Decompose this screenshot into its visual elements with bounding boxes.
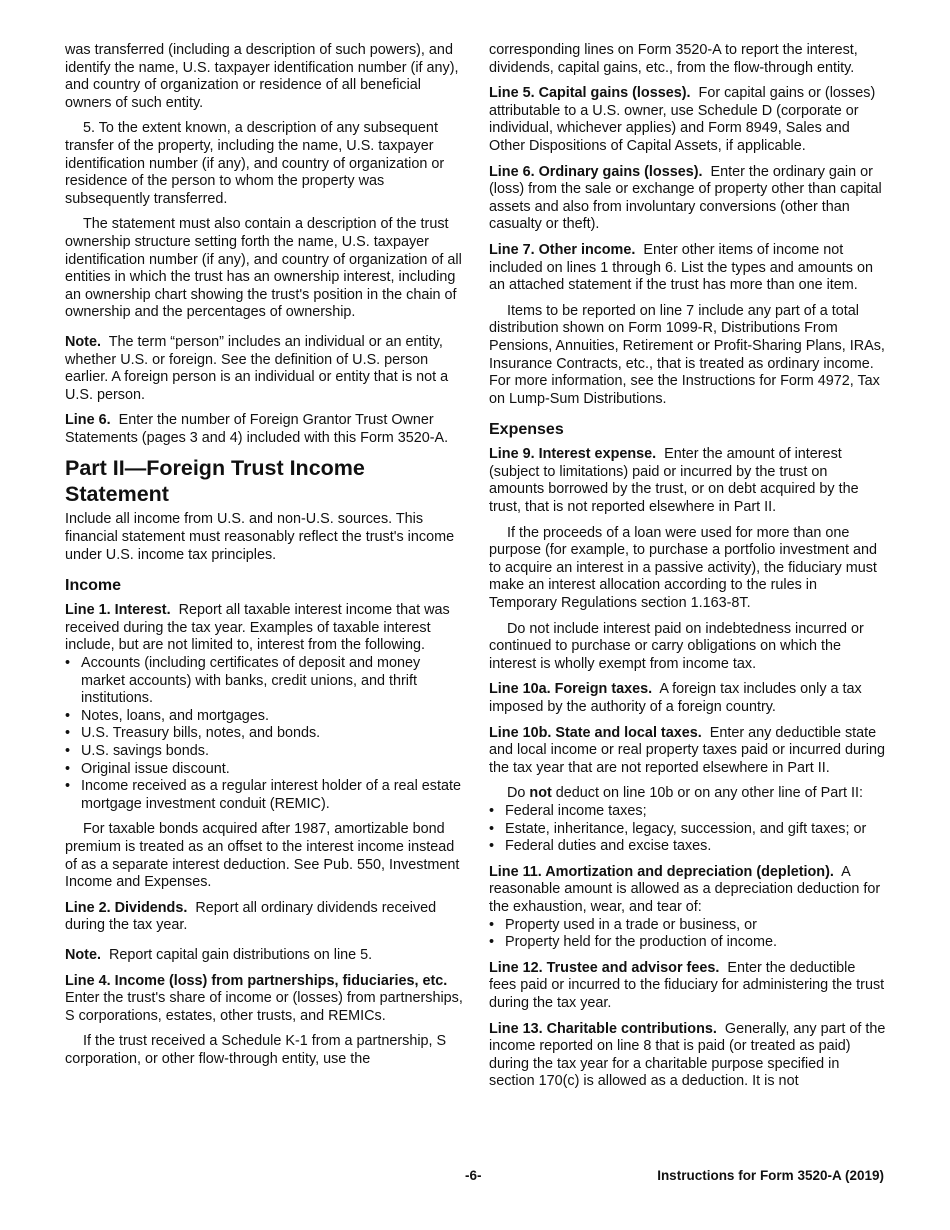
note-person: Note. The term “person” includes an individual or an entity, whether U.S. or foreign. See the definition of U.S. person earlier. A foreign person is an individual or entity that is not a U.S. person. <box>65 333 449 403</box>
interest-examples-list <box>65 655 463 813</box>
document-title-footer: Instructions for Form 3520-A (2019) <box>657 1168 884 1183</box>
list-item: • Property held for the production of income. <box>489 934 886 952</box>
line-12-instruction: Line 12. Trustee and advisor fees. Enter the deductible fees paid or incurred to the fiduciary for administering the trust during the tax year. <box>489 959 885 1011</box>
line-5-instruction: Line 5. Capital gains (losses). For capital gains or (losses) attributable to a U.S. owner, use Schedule D (corporate or individual, whichever applies) and Form 8949, Sales and Other Dispositions of Capital Assets, if applicable. <box>489 85 876 154</box>
list-item: • Income received as a regular interest holder of a real estate mortgage investment conduit (REMIC). <box>65 778 463 813</box>
list-item: • Property used in a trade or business, or <box>489 917 886 935</box>
line-4-instruction: Line 4. Income (loss) from partnerships, fiduciaries, etc. Enter the trust's share of income or (losses) from partnerships, S corporations, estates, other trusts, and REMICs. <box>65 972 463 1024</box>
page-number: -6- <box>465 1168 482 1183</box>
left-column <box>65 42 463 1077</box>
bond-premium-paragraph: For taxable bonds acquired after 1987, amortizable bond premium is treated as an offset to the interest income instead of as a separate interest deduction. See Pub. 550, Investment Income and Expenses. <box>65 821 460 891</box>
line-6-instruction: Line 6. Enter the number of Foreign Grantor Trust Owner Statements (pages 3 and 4) included with this Form 3520-A. <box>65 412 449 446</box>
part-2-intro: Include all income from U.S. and non-U.S. sources. This financial statement must reasonably reflect the trust's income under U.S. income tax principles. <box>65 511 455 563</box>
list-item: • Federal duties and excise taxes. <box>489 838 886 856</box>
exempt-interest-paragraph: Do not include interest paid on indebtedness incurred or continued to purchase or carry obligations on which the interest is wholly exempt from income tax. <box>489 620 864 672</box>
list-item: • U.S. savings bonds. <box>65 743 463 761</box>
schedule-k1-paragraph: If the trust received a Schedule K-1 from a partnership, S corporation, or other flow-through entity, use the <box>65 1033 447 1067</box>
income-heading: Income <box>65 577 122 595</box>
do-not-deduct-paragraph: Do not deduct on line 10b or on any other line of Part II: <box>507 785 863 802</box>
note-capital-gain: Note. Report capital gain distributions on line 5. <box>65 946 373 963</box>
line-11-instruction: Line 11. Amortization and depreciation (depletion). A reasonable amount is allowed as a depreciation deduction for the exhaustion, wear, and tear of: <box>489 863 881 915</box>
item-5-paragraph: 5. To the extent known, a description of any subsequent transfer of the property, including the name, U.S. taxpayer identification number (if any), and country of organization or residence of the person to whom the property was subsequently transferred. <box>65 120 445 207</box>
continued-paragraph: was transferred (including a description of such powers), and identify the name, U.S. taxpayer identification number (if any), and country of organization or residence of all beneficial owners of such entity. <box>65 42 459 111</box>
list-item: • Estate, inheritance, legacy, succession, and gift taxes; or <box>489 821 886 839</box>
expenses-heading: Expenses <box>489 421 564 439</box>
line-6-ordinary-instruction: Line 6. Ordinary gains (losses). Enter the ordinary gain or (loss) from the sale or exchange of property other than capital assets and also from involuntary conversions (other than casualty or theft). <box>489 163 882 233</box>
list-item: • Original issue discount. <box>65 761 463 779</box>
right-column <box>489 42 886 1099</box>
loan-proceeds-paragraph: If the proceeds of a loan were used for more than one purpose (for example, to purchase a portfolio investment and to acquire an interest in a passive activity), the fiduciary must make an interest allocation according to the rules in Temporary Regulations section 1.163-8T. <box>489 524 877 612</box>
non-deductible-list <box>489 803 886 856</box>
line-13-instruction: Line 13. Charitable contributions. Generally, any part of the income reported on line 8 that is paid (or treated as paid) during the tax year for a charitable purpose specified in section 170(c) is allowed as a deduction. It is not <box>489 1020 886 1090</box>
line-10a-instruction: Line 10a. Foreign taxes. A foreign tax includes only a tax imposed by the authority of a foreign country. <box>489 681 862 715</box>
list-item: • Accounts (including certificates of deposit and money market accounts) with banks, credit unions, and thrift institutions. <box>65 655 463 708</box>
line-9-instruction: Line 9. Interest expense. Enter the amount of interest (subject to limitations) paid or incurred by the trust on amounts borrowed by the trust, or on debt acquired by the trust, that is not reported elsewhere in Part II. <box>489 446 859 516</box>
list-item: • Notes, loans, and mortgages. <box>65 708 463 726</box>
line-10b-instruction: Line 10b. State and local taxes. Enter any deductible state and local income or real property taxes paid or incurred during the tax year that are not reported elsewhere in Part II. <box>489 724 885 776</box>
line-7-instruction: Line 7. Other income. Enter other items of income not included on lines 1 through 6. List the types and amounts on an attached statement if the trust has more than one item. <box>489 241 874 294</box>
list-item: • U.S. Treasury bills, notes, and bonds. <box>65 725 463 743</box>
line-2-instruction: Line 2. Dividends. Report all ordinary dividends received during the tax year. <box>65 899 437 934</box>
continued-paragraph: corresponding lines on Form 3520-A to report the interest, dividends, capital gains, etc., from the flow-through entity. <box>489 42 858 76</box>
statement-paragraph: The statement must also contain a description of the trust ownership structure setting forth the name, U.S. taxpayer identification number (if any), and country of organization of all entities in which the trust has an ownership interest, including an ownership chart showing the trust's position in the chain of ownership and the percentages of ownership. <box>65 216 462 321</box>
line-7-items-paragraph: Items to be reported on line 7 include any part of a total distribution shown on Form 1099-R, Distributions From Pensions, Annuities, Retirement or Profit-Sharing Plans, IRAs, Insurance Contracts, etc., that is treated as ordinary income. For more information, see the Instructions for Form 4972, Tax on Lump-Sum Distributions. <box>489 302 885 407</box>
list-item: • Federal income taxes; <box>489 803 886 821</box>
part-2-heading: Part II—Foreign Trust Income Statement <box>65 456 365 507</box>
line-1-instruction: Line 1. Interest. Report all taxable interest income that was received during the tax year. Examples of taxable interest include, but are not limited to, interest from the following. <box>65 602 450 654</box>
depreciable-property-list <box>489 917 886 952</box>
